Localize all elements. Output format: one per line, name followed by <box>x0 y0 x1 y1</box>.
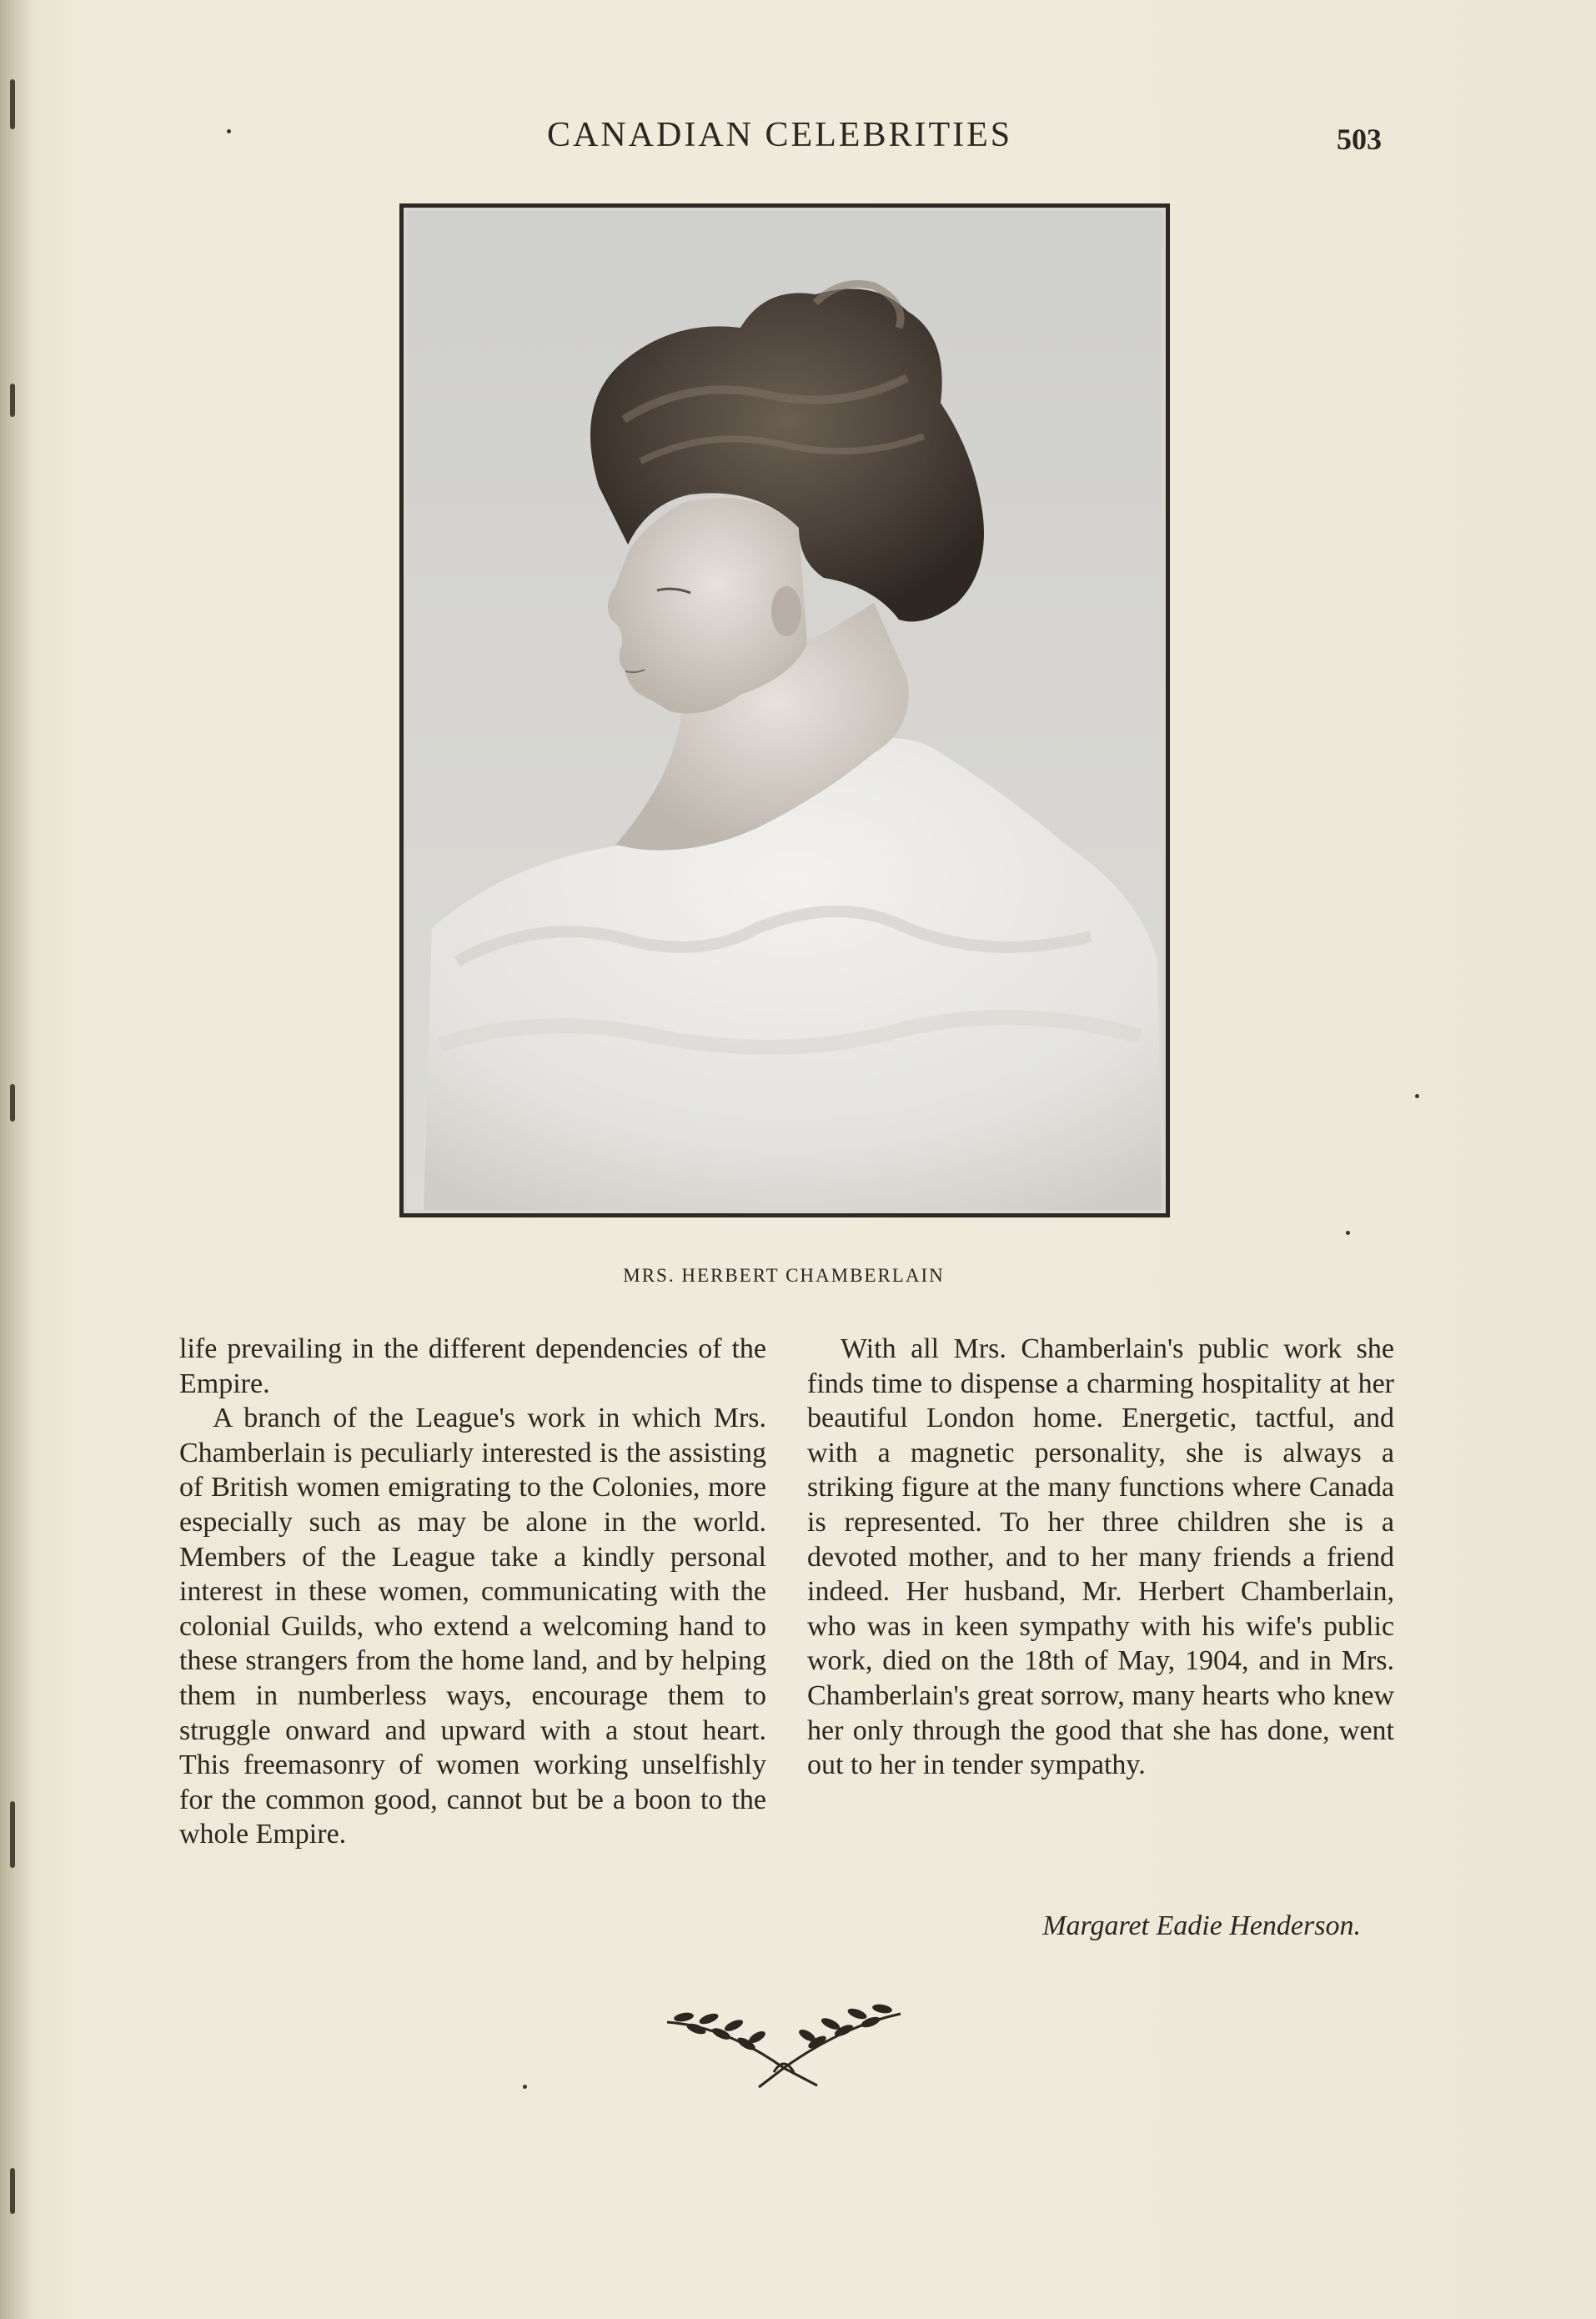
portrait-photo-frame <box>399 203 1170 1217</box>
figure-caption: MRS. HERBERT CHAMBERLAIN <box>623 1265 945 1286</box>
binding-thread-mark <box>10 384 15 417</box>
paragraph: A branch of the League's work in which Mrs. Chamberlain is peculiarly interested is the assisting of British women emigrating to the Colonies, more especially such as may be alone in the world. Members of the League take a kindly personal interest in these women, communicating with the colonial Guilds, who extend a welcoming hand to these strangers from the home land, and by helping them in numberless ways, encourage them to struggle onward and upward with a stout heart. This freemasonry of women working unselfishly for the common good, cannot but be a boon to the whole Empire. <box>179 1403 766 1850</box>
binding-thread-mark <box>10 2168 15 2214</box>
print-speck <box>1415 1094 1419 1098</box>
laurel-branches-ornament-icon <box>659 1989 909 2089</box>
print-speck <box>227 129 231 133</box>
running-title: CANADIAN CELEBRITIES <box>547 116 1013 154</box>
binding-thread-mark <box>10 1801 15 1868</box>
binding-thread-mark <box>10 79 15 129</box>
print-speck <box>1346 1231 1350 1235</box>
paragraph: With all Mrs. Chamberlain's public work she finds time to dispense a charming hospitality at her beautiful London home. Energetic, tactful, and with a magnetic personality, she is always a striking figure at the many functions where Canada is represented. To her three children she is a devoted mother, and to her many friends a friend indeed. Her husband, Mr. Herbert Chamberlain, who was in keen sympathy with his wife's public work, died on the 18th of May, 1904, and in Mrs. Chamberlain's great sorrow, many hearts who knew her only through the good that she has done, went out to her in tender sympathy. <box>807 1333 1394 1781</box>
left-text-column <box>179 1332 766 1852</box>
binding-thread-mark <box>10 1084 15 1122</box>
page-number: 503 <box>1337 123 1382 156</box>
author-signature: Margaret Eadie Henderson. <box>1042 1910 1361 1941</box>
paragraph: life prevailing in the different dependencies of the Empire. <box>179 1333 766 1399</box>
page-binding-shadow <box>0 0 33 2319</box>
portrait-photo <box>407 211 1162 1210</box>
print-speck <box>523 2085 527 2089</box>
right-text-column <box>807 1332 1394 1783</box>
